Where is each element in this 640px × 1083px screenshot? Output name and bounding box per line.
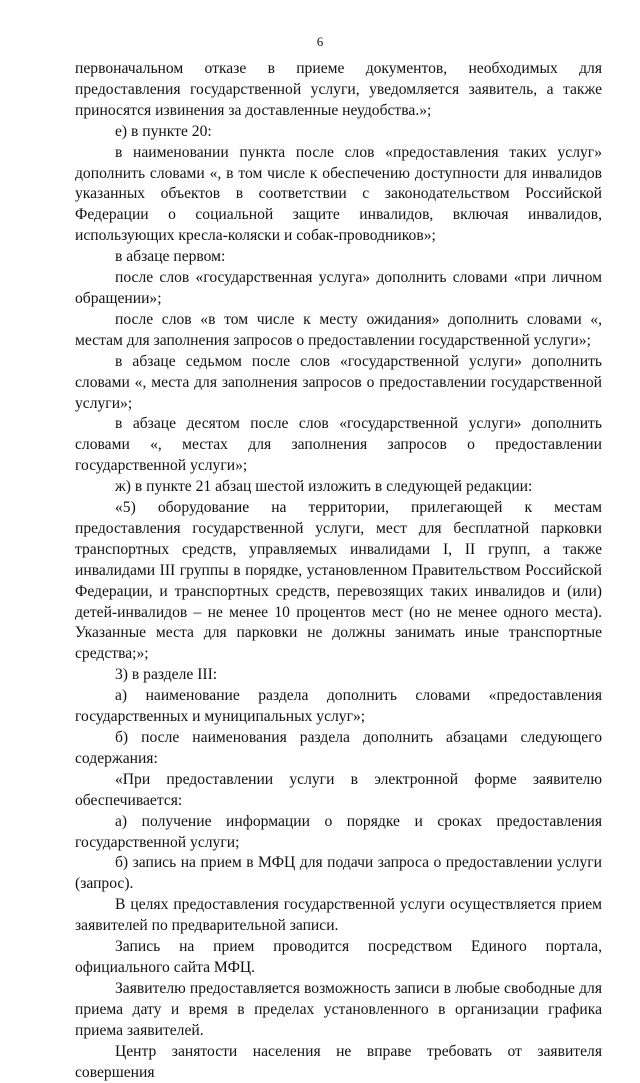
paragraph: в наименовании пункта после слов «предоставления таких услуг» дополнить словами «, в том числе к обеспечению доступности для инвалидов указанных объектов в соответствии с законодательством Российской Федерации о социальной защите инвалидов, включая инвалидов, использующих кресла-коляски и собак-проводников»; xyxy=(75,143,602,245)
paragraph: «5) оборудование на территории, прилегающей к местам предоставления государственной услуги, мест для бесплатной парковки транспортных средств, управляемых инвалидами I, II групп, а также инвалидами III группы в порядке, установленном Правительством Российской Федерации, и транспортных средств, перевозящих таких инвалидов и (или) детей-инвалидов – не менее 10 процентов мест (но не менее одного места). Указанные места для парковки не должны занимать иные транспортные средства;»; xyxy=(75,499,602,663)
paragraph: в абзаце седьмом после слов «государственной услуги» дополнить словами «, места для заполнения запросов о предоставлении государственной услуги»; xyxy=(75,352,602,412)
document-body xyxy=(75,59,602,1083)
paragraph: первоначальном отказе в приеме документов, необходимых для предоставления государственной услуги, уведомляется заявитель, а также приносятся извинения за доставленные неудобства.»; xyxy=(75,60,602,119)
paragraph: 3) в разделе III: xyxy=(115,666,218,684)
paragraph: после слов «в том числе к месту ожидания» дополнить словами «, местам для заполнения запросов о предоставлении государственной услуги»; xyxy=(75,310,602,349)
paragraph: Запись на прием проводится посредством Единого портала, официального сайта МФЦ. xyxy=(75,938,602,976)
paragraph: Центр занятости населения не вправе требовать от заявителя совершения xyxy=(75,1042,602,1081)
paragraph: В целях предоставления государственной услуги осуществляется прием заявителей по предварительной записи. xyxy=(75,896,602,935)
paragraph: е) в пункте 20: xyxy=(115,122,212,140)
paragraph: ж) в пункте 21 абзац шестой изложить в следующей редакции: xyxy=(115,478,533,496)
paragraph: а) получение информации о порядке и сроках предоставления государственной услуги; xyxy=(75,812,602,851)
paragraph: после слов «государственная услуга» дополнить словами «при личном обращении»; xyxy=(75,269,602,307)
paragraph: в абзаце десятом после слов «государственной услуги» дополнить словами «, местах для заполнения запросов о предоставлении государственной услуги»; xyxy=(75,415,602,475)
paragraph: б) после наименования раздела дополнить абзацами следующего содержания: xyxy=(75,729,602,767)
paragraph: а) наименование раздела дополнить словами «предоставления государственных и муниципальных услуг»; xyxy=(75,687,602,726)
paragraph: б) запись на прием в МФЦ для подачи запроса о предоставлении услуги (запрос). xyxy=(75,854,602,893)
page-number: 6 xyxy=(316,34,324,49)
paragraph: в абзаце первом: xyxy=(115,248,226,266)
paragraph: Заявителю предоставляется возможность записи в любые свободные для приема дату и время в пределах установленного в организации графика приема заявителей. xyxy=(75,979,602,1039)
paragraph: «При предоставлении услуги в электронной форме заявителю обеспечивается: xyxy=(75,770,602,809)
